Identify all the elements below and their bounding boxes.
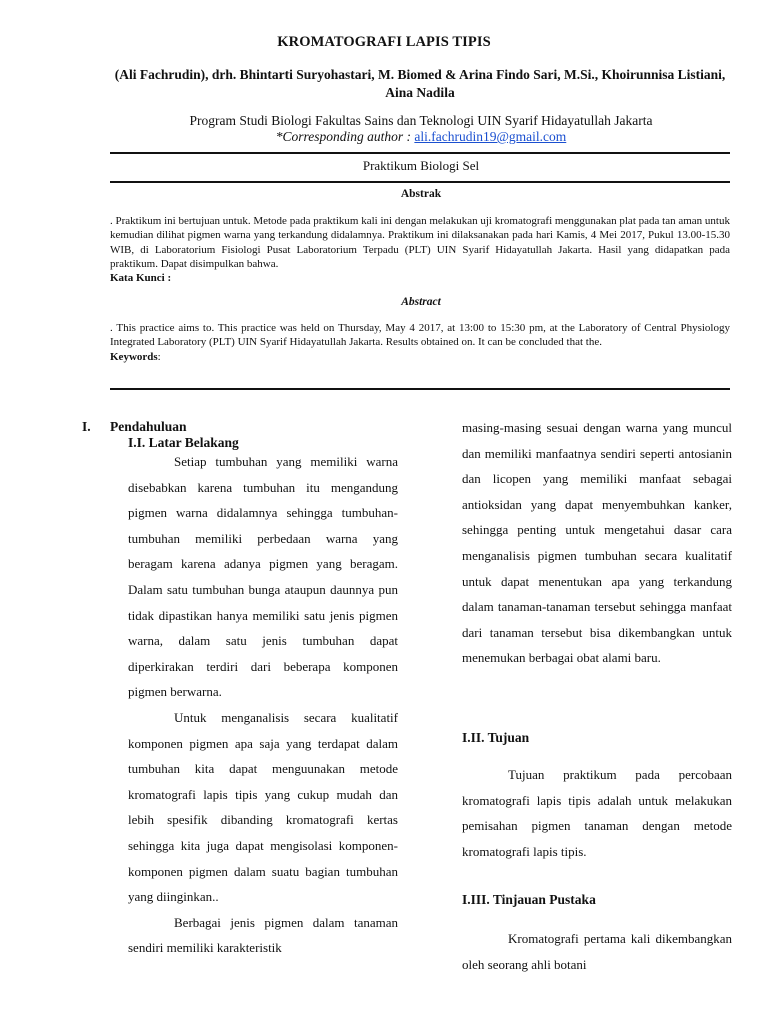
course-name: Praktikum Biologi Sel: [362, 158, 480, 173]
corresponding-author: [0, 129, 768, 145]
abstract-id-body: . Praktikum ini bertujuan untuk. Metode pada praktikum kali ini dengan melakukan uji kromatografi menggunakan plat pada tan aman untuk kemudian dilihat pigmen warna yang terkandung didalamnya. Praktikum ini dilaksanakan pada hari Kamis, 4 Mei 2017, Pukul 13.00-15.30 WIB, di Laboratorium Fisiologi Pusat Laboratorium Terpadu (PLT) UIN Syarif Hidayatullah Jakarta. Hasil yang didapatkan pada praktikum. Dapat disimpulkan bahwa.: [110, 215, 730, 270]
subsection-latar-belakang: I.I. Latar Belakang: [128, 435, 239, 450]
subsection-tujuan: I.II. Tujuan: [462, 730, 530, 745]
corresponding-label: *Corresponding author :: [275, 129, 411, 144]
paragraph: Setiap tumbuhan yang memiliki warna disebabkan karena tumbuhan itu mengandung pigmen warna didalamnya sehingga tumbuhan-tumbuhan memiliki perbedaan warna yang beragam karena adanya pigmen yang beragam. Dalam satu tumbuhan bunga ataupun daunnya pun tidak dipastikan hanya memiliki satu jenis pigmen warna, dalam satu jenis tumbuhan dapat diperkirakan terdiri dari beberapa komponen pigmen berwarna.: [128, 454, 398, 700]
keywords-suffix: :: [157, 350, 161, 363]
divider-abstract: [110, 388, 730, 390]
left-column: [128, 449, 398, 961]
tinjauan-text: [462, 926, 732, 977]
paragraph: Untuk menganalisis secara kualitatif komponen pigmen apa saja yang terdapat dalam tumbuhan kita dapat menguunakan metode kromatografi lapis tipis yang cukup mudah dan lebih spesifik dibanding kromatografi kertas sehingga kita juga dapat mengisolasi komponen-komponen pigmen dalam suatu bagian tumbuhan yang diinginkan..: [128, 709, 398, 905]
affiliation-block: [0, 113, 768, 145]
divider-course: [110, 181, 730, 183]
right-column-continuation: [462, 415, 732, 671]
section-number: I.: [82, 419, 91, 434]
keywords-label: Keywords: [110, 350, 158, 363]
paragraph: Berbagai jenis pigmen dalam tanaman sendiri memiliki karakteristik: [128, 914, 398, 956]
author-list: (Ali Fachrudin), drh. Bhintarti Suryohastari, M. Biomed & Arina Findo Sari, M.Si., Khoirunnisa Listiani, Aina Nadila: [114, 67, 726, 100]
abstract-id-heading: Abstrak: [400, 188, 442, 200]
abstract-id-text: [110, 214, 730, 285]
divider-top: [110, 152, 730, 154]
abstract-id-keywords: Kata Kunci :: [110, 272, 172, 285]
email-link[interactable]: ali.fachrudin19@gmail.com: [414, 129, 567, 144]
affiliation: Program Studi Biologi Fakultas Sains dan Teknologi UIN Syarif Hidayatullah Jakarta: [189, 113, 653, 128]
abstract-en-body: . This practice aims to. This practice was held on Thursday, May 4 2017, at 13:00 to 15:30 pm, at the Laboratory of Central Physiology Integrated Laboratory (PLT) UIN Syarif Hidayatullah Jakarta. Results obtained on. It can be concluded that the.: [110, 322, 730, 349]
paragraph: Kromatografi pertama kali dikembangkan oleh seorang ahli botani: [462, 931, 732, 972]
paragraph: masing-masing sesuai dengan warna yang muncul dan memiliki manfaatnya sendiri seperti antosianin dan licopen yang memiliki manfaat sebagai antioksidan yang dapat menyembuhkan kanker, sehingga penting untuk mengetahui dasar cara menganalisis pigmen tumbuhan secara kualitatif untuk dapat menentukan apa yang terkandung dalam tanaman-tanaman tersebut sehingga manfaat dari tanaman tersebut bisa dikembangkan untuk menemukan berbagai obat alami baru.: [462, 420, 732, 666]
tujuan-text: [462, 762, 732, 864]
section-title: Pendahuluan: [110, 419, 187, 434]
abstract-en-keywords: [110, 350, 730, 364]
subsection-tinjauan-pustaka: I.III. Tinjauan Pustaka: [462, 892, 596, 907]
abstract-en-heading: Abstract: [401, 296, 441, 308]
paragraph: Tujuan praktikum pada percobaan kromatografi lapis tipis adalah untuk melakukan pemisahan pigmen tanaman dengan metode kromatografi lapis tipis.: [462, 767, 732, 859]
paper-title: KROMATOGRAFI LAPIS TIPIS: [277, 34, 491, 50]
abstract-en-text: [110, 321, 730, 364]
